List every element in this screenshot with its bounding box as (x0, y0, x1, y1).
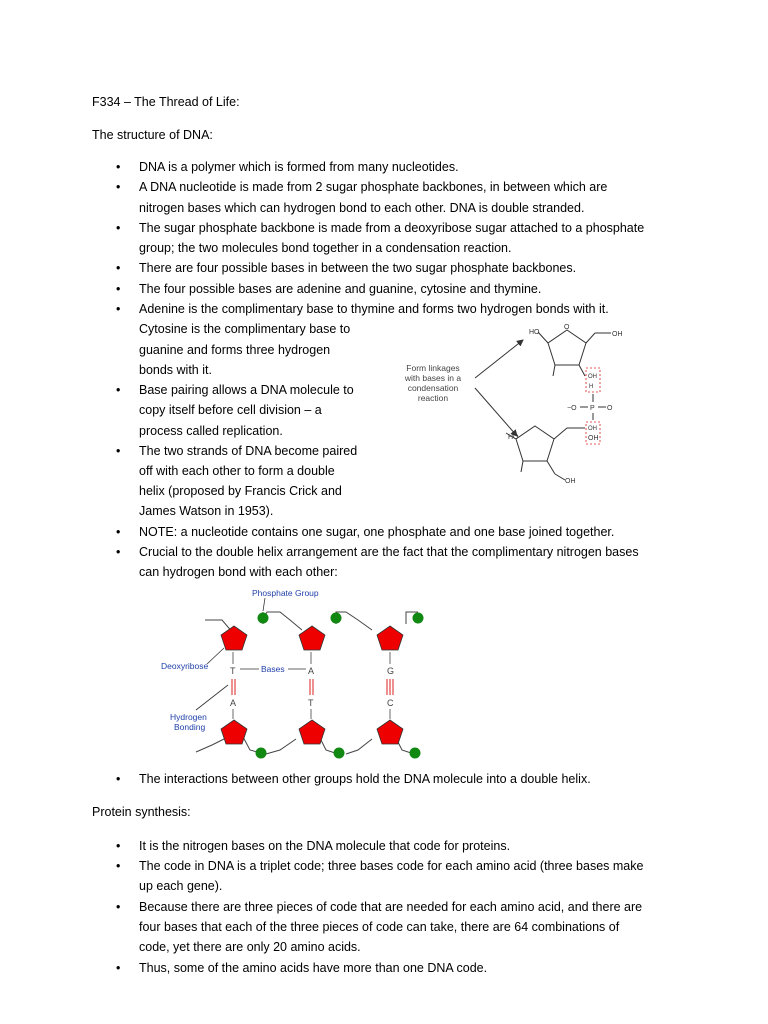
phosphate-group-label: Phosphate Group (252, 588, 319, 598)
o-minus-label: −O (567, 405, 577, 412)
base-letter: G (387, 666, 395, 676)
bullet-line: Adenine is the complimentary base to thymine and forms two hydrogen bonds with it. (139, 302, 609, 316)
caption-line: reaction (417, 393, 449, 403)
oh-bottom-label: OH (588, 435, 599, 442)
oh-top-label: OH (612, 331, 623, 338)
bullet-marker: • (116, 261, 121, 275)
bullet-marker: • (116, 180, 121, 194)
bullet-line: bonds with it. (139, 363, 212, 377)
bullet-line: NOTE: a nucleotide contains one sugar, one phosphate and one base joined together. (139, 525, 615, 539)
phosphorus-label: P (590, 405, 595, 412)
protein-line: up each gene). (139, 879, 223, 893)
bullet-marker: • (116, 525, 121, 539)
bullet-line: Crucial to the double helix arrangement are the fact that the complimentary nitrogen bases (139, 545, 639, 559)
bullet-marker: • (116, 859, 121, 873)
top-sugar-ring (538, 330, 611, 376)
deoxyribose-label: Deoxyribose (161, 661, 209, 671)
bullet-line: The interactions between other groups hold the DNA molecule into a double helix. (139, 772, 591, 786)
bullet-line: Base pairing allows a DNA molecule to (139, 383, 354, 397)
hydrogen-bonding-label: Bonding (174, 722, 206, 732)
bullet-line: off with each other to form a double (139, 464, 335, 478)
bullet-marker: • (116, 961, 121, 975)
deoxyribose-sugar (377, 720, 403, 744)
protein-line: The code in DNA is a triplet code; three bases code for each amino acid (three bases make (139, 859, 644, 873)
deoxyribose-sugar (377, 626, 403, 650)
protein-line: It is the nitrogen bases on the DNA molecule that code for proteins. (139, 839, 511, 853)
bullet-line: There are four possible bases in between the two sugar phosphate backbones. (139, 261, 577, 275)
protein-line: code, yet there are only 20 amino acids. (139, 940, 361, 954)
bullet-line: group; the two molecules bond together in a condensation reaction. (139, 241, 512, 255)
deoxyribose-sugar (299, 626, 325, 650)
condensation-reaction-diagram (395, 318, 625, 493)
caption-line: with bases in a (404, 373, 462, 383)
dna-structure-heading: The structure of DNA: (92, 128, 213, 142)
o-right-label: O (607, 405, 613, 412)
ho-bottom-label: HO (508, 434, 519, 441)
phosphate-group (410, 748, 421, 759)
base-letter: C (387, 698, 394, 708)
base-letter: T (308, 698, 314, 708)
bullet-line: The two strands of DNA become paired (139, 444, 358, 458)
arrow-up (475, 340, 523, 378)
arrow-down (475, 388, 517, 436)
oh-small-label: OH (588, 374, 597, 380)
bullet-line: process called replication. (139, 424, 283, 438)
phosphate-group (334, 748, 345, 759)
hydrogen-bonding-label: Hydrogen (170, 712, 207, 722)
document-title: F334 – The Thread of Life: (92, 95, 240, 109)
deoxyribose-sugar (221, 626, 247, 650)
base-letter: A (230, 698, 237, 708)
bullet-line: The four possible bases are adenine and guanine, cytosine and thymine. (139, 282, 542, 296)
bullet-marker: • (116, 545, 121, 559)
protein-line: Because there are three pieces of code that are needed for each amino acid, and there are (139, 900, 643, 914)
deoxyribose-sugar (221, 720, 247, 744)
protein-synthesis-heading: Protein synthesis: (92, 805, 191, 819)
hydrogen-bonds (232, 679, 393, 695)
bullet-line: guanine and forms three hydrogen (139, 343, 331, 357)
caption-line: condensation (407, 383, 459, 393)
oh-small-label: OH (588, 426, 597, 432)
ring-oxygen-label: O (564, 324, 570, 331)
reaction-caption (404, 363, 461, 403)
bullet-line: nitrogen bases which can hydrogen bond to each other. DNA is double stranded. (139, 201, 585, 215)
bullet-marker: • (116, 282, 121, 296)
bullet-line: A DNA nucleotide is made from 2 sugar phosphate backbones, in between which are (139, 180, 608, 194)
protein-line: Thus, some of the amino acids have more than one DNA code. (139, 961, 488, 975)
bullet-marker: • (116, 383, 121, 397)
oh-sugar-label: OH (565, 478, 576, 485)
base-letter: A (308, 666, 315, 676)
bullet-marker: • (116, 221, 121, 235)
h-small-label: H (589, 384, 594, 390)
bases-label: Bases (261, 664, 285, 674)
phosphate-group (331, 613, 342, 624)
bullet-line: copy itself before cell division – a (139, 403, 322, 417)
phosphate-group (258, 613, 269, 624)
bullet-marker: • (116, 900, 121, 914)
bullet-line: The sugar phosphate backbone is made from a deoxyribose sugar attached to a phosphate (139, 221, 645, 235)
bullet-marker: • (116, 839, 121, 853)
bullet-marker: • (116, 160, 121, 174)
bullet-line: James Watson in 1953). (139, 504, 274, 518)
deoxyribose-sugar (299, 720, 325, 744)
ho-top-label: HO (529, 329, 540, 336)
bullet-marker: • (116, 302, 121, 316)
protein-line: four bases that each of the three pieces of code can take, there are 64 combinations of (139, 920, 620, 934)
bullet-line: can hydrogen bond with each other: (139, 565, 338, 579)
base-pairing-diagram (150, 582, 450, 767)
base-letter: T (230, 666, 236, 676)
bullet-line: DNA is a polymer which is formed from many nucleotides. (139, 160, 459, 174)
bullet-line: helix (proposed by Francis Crick and (139, 484, 342, 498)
caption-line: Form linkages (406, 363, 460, 373)
phosphate-group (413, 613, 424, 624)
phosphate-group (256, 748, 267, 759)
bullet-marker: • (116, 772, 121, 786)
bullet-marker: • (116, 444, 121, 458)
bullet-line: Cytosine is the complimentary base to (139, 322, 351, 336)
